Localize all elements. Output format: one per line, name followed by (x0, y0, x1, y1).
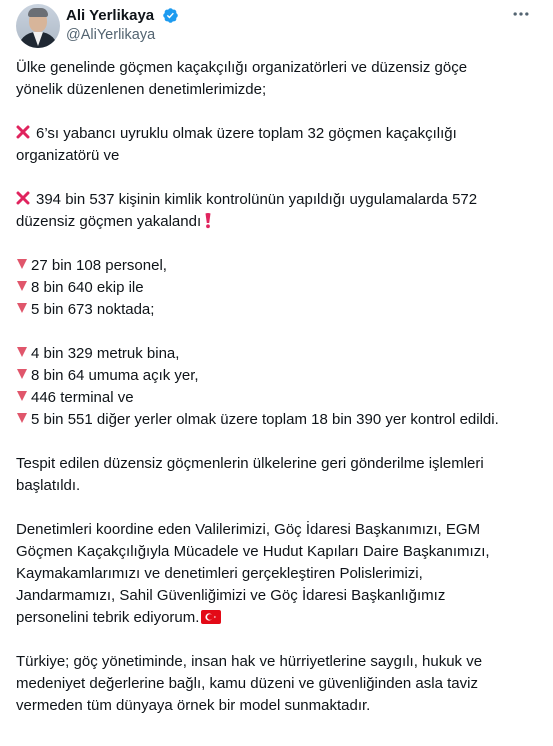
text-line: vermeden tüm dünyaya örnek bir model sunmaktadır. (16, 697, 371, 714)
author-names (66, 6, 179, 44)
tweet-text (16, 57, 542, 717)
paragraph-thanks (16, 519, 542, 629)
paragraph-smugglers (16, 123, 542, 167)
red-triangle-down-icon (17, 413, 27, 423)
red-triangle-down-icon (17, 281, 27, 291)
list-item: 446 terminal ve (31, 389, 134, 406)
text-line: Ülke genelinde göçmen kaçakçılığı organizatörleri ve düzensiz göçe (16, 59, 468, 76)
display-name[interactable]: Ali Yerlikaya (66, 7, 155, 24)
text-line: düzensiz göçmen yakalandı (16, 213, 202, 230)
paragraph-turkey (16, 651, 542, 717)
text-line: 394 bin 537 kişinin kimlik kontrolünün yapıldığı uygulamalarda 572 (36, 191, 478, 208)
red-triangle-down-icon (17, 303, 27, 313)
list-item: 5 bin 551 diğer yerler olmak üzere toplam 18 bin 390 yer kontrol edildi. (31, 411, 499, 428)
handle[interactable]: @AliYerlikaya (66, 27, 156, 43)
red-exclamation-icon (204, 212, 212, 229)
paragraph-caught (16, 189, 542, 233)
red-triangle-down-icon (17, 369, 27, 379)
red-triangle-down-icon (17, 347, 27, 357)
text-line: Kaymakamlarımızı ve denetimleri gerçekleştiren Polislerimizi, (16, 565, 423, 582)
red-triangle-down-icon (17, 259, 27, 269)
text-line: 6’sı yabancı uyruklu olmak üzere toplam 32 göçmen kaçakçılığı (36, 125, 457, 142)
text-line: Tespit edilen düzensiz göçmenlerin ülkelerine geri gönderilme işlemleri (16, 455, 484, 472)
text-line: organizatörü ve (16, 147, 120, 164)
list-item: 8 bin 640 ekip ile (31, 279, 144, 296)
text-line: Jandarmamızı, Sahil Güvenliğimizi ve Göç İdaresi Başkanlığımız (16, 587, 446, 604)
text-line: Denetimleri koordine eden Valilerimizi, Göç İdaresi Başkanımızı, EGM (16, 521, 481, 538)
cross-mark-icon (16, 125, 30, 139)
avatar[interactable] (16, 4, 60, 48)
paragraph-intro (16, 57, 542, 101)
list-item: 5 bin 673 noktada; (31, 301, 155, 318)
red-triangle-down-icon (17, 391, 27, 401)
text-line: medeniyet değerlerine bağlı, kamu düzeni ve güvenliğinden asla taviz (16, 675, 478, 692)
text-line: yönelik düzenlenen denetimlerimizde; (16, 81, 267, 98)
verified-badge-icon (162, 7, 179, 24)
turkey-flag-icon (201, 610, 221, 624)
text-line: başlatıldı. (16, 477, 81, 494)
list-item: 4 bin 329 metruk bina, (31, 345, 180, 362)
more-options-icon[interactable] (511, 4, 531, 24)
list-places (16, 343, 542, 431)
list-item: 8 bin 64 umuma açık yer, (31, 367, 199, 384)
text-line: Türkiye; göç yönetiminde, insan hak ve hürriyetlerine saygılı, hukuk ve (16, 653, 483, 670)
paragraph-deportation (16, 453, 542, 497)
cross-mark-icon (16, 191, 30, 205)
list-personnel (16, 255, 542, 321)
text-line: personelini tebrik ediyorum. (16, 609, 200, 626)
text-line: Göçmen Kaçakçılığıyla Mücadele ve Hudut Kapıları Daire Başkanımızı, (16, 543, 490, 560)
list-item: 27 bin 108 personel, (31, 257, 167, 274)
tweet-header (16, 0, 539, 50)
